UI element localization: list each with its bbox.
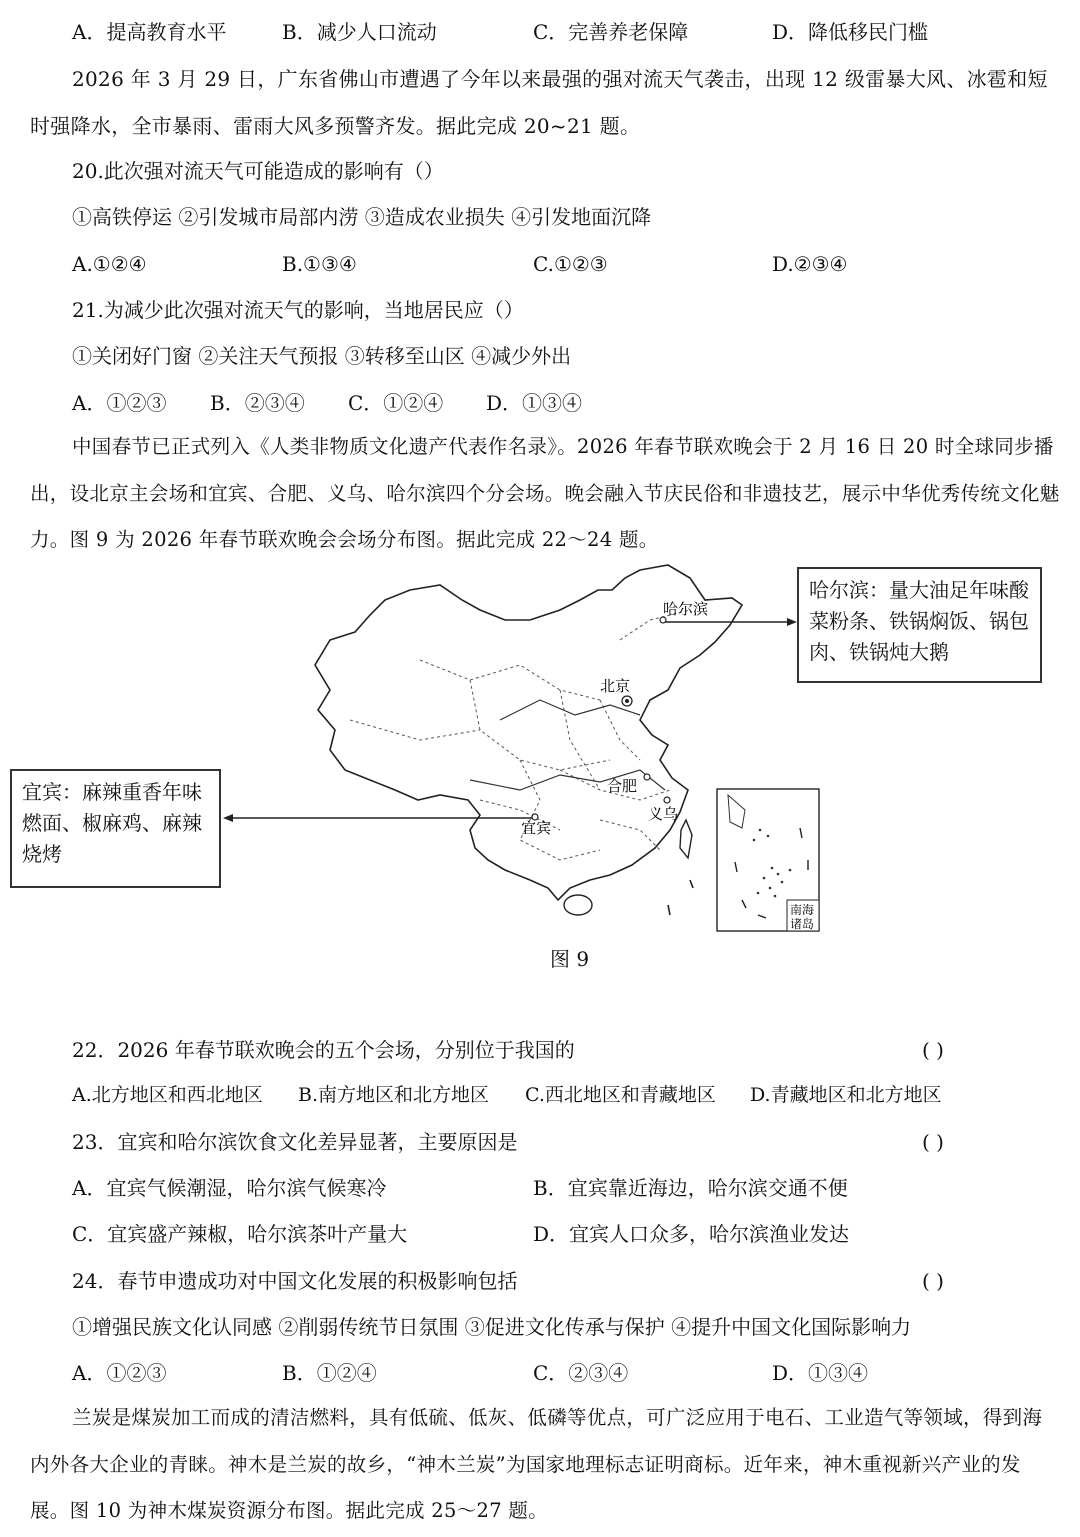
q22-option-a[interactable]: A.北方地区和西北地区 bbox=[72, 1084, 263, 1106]
q22-option-d[interactable]: D.青藏地区和北方地区 bbox=[750, 1084, 942, 1106]
q22-option-c[interactable]: C.西北地区和青藏地区 bbox=[525, 1084, 716, 1106]
q24-stem: 24．春节申遗成功对中国文化发展的积极影响包括 bbox=[72, 1269, 518, 1293]
taiwan bbox=[680, 820, 692, 858]
intro-22-24 bbox=[30, 424, 1060, 564]
city-yiwu[interactable] bbox=[648, 797, 678, 823]
q23-option-b[interactable]: B．宜宾靠近海边，哈尔滨交通不便 bbox=[533, 1176, 848, 1200]
q21-stem: 21.为减少此次强对流天气的影响，当地居民应（） bbox=[72, 298, 524, 322]
intro-22-24-text: 中国春节已正式列入《人类非物质文化遗产代表作名录》。2026 年春节联欢晚会于 2 月 16 日 20 时全球同步播出，设北京主会场和宜宾、合肥、义乌、哈尔滨四个分会场。晚会融入节庆民俗和非遗技艺，展示中华优秀传统文化魅力。图 9 为 2026 年春节联欢晚会会场分布图。据此完成 22～24 题。 bbox=[30, 435, 1060, 551]
q20-items: ①高铁停运 ②引发城市局部内涝 ③造成农业损失 ④引发地面沉降 bbox=[72, 205, 652, 229]
label-hefei: 合肥 bbox=[607, 777, 638, 795]
q19-option-d[interactable]: D．降低移民门槛 bbox=[772, 20, 929, 44]
q22-stem: 22．2026 年春节联欢晚会的五个会场，分别位于我国的 bbox=[72, 1038, 575, 1062]
q21-items: ①关闭好门窗 ②关注天气预报 ③转移至山区 ④减少外出 bbox=[72, 344, 572, 368]
q23-bracket[interactable]: ( ) bbox=[922, 1130, 944, 1154]
q24-option-b[interactable]: B．①②④ bbox=[282, 1361, 377, 1385]
q20-option-a[interactable]: A.①②④ bbox=[72, 252, 147, 276]
q19-option-c[interactable]: C．完善养老保障 bbox=[533, 20, 689, 44]
q19-option-a[interactable]: A．提高教育水平 bbox=[72, 20, 227, 44]
yibin-callout-text: 宜宾：麻辣重香年味燃面、椒麻鸡、麻辣烧烤 bbox=[22, 780, 202, 866]
province-boundaries bbox=[350, 610, 690, 860]
q23-option-d[interactable]: D．宜宾人口众多，哈尔滨渔业发达 bbox=[533, 1222, 850, 1246]
q24-option-a[interactable]: A．①②③ bbox=[72, 1361, 167, 1385]
intro-25-27-text: 兰炭是煤炭加工而成的清洁燃料，具有低硫、低灰、低磷等优点，可广泛应用于电石、工业造气等领域，得到海内外各大企业的青睐。神木是兰炭的故乡，“神木兰炭”为国家地理标志证明商标。近年来，神木重视新兴产业的发展。图 10 为神木煤炭资源分布图。据此完成 25～27 题。 bbox=[30, 1406, 1043, 1522]
label-yiwu: 义乌 bbox=[648, 805, 679, 823]
q20-option-d[interactable]: D.②③④ bbox=[772, 252, 848, 276]
q22-option-b[interactable]: B.南方地区和北方地区 bbox=[298, 1084, 490, 1106]
inset-label-2: 诸岛 bbox=[790, 917, 815, 931]
harbin-callout-box bbox=[797, 567, 1042, 683]
label-yibin: 宜宾 bbox=[521, 819, 552, 837]
q24-items: ①增强民族文化认同感 ②削弱传统节日氛围 ③促进文化传承与保护 ④提升中国文化国际影响力 bbox=[72, 1315, 912, 1339]
figure9-caption: 图 9 bbox=[550, 947, 590, 971]
south-china-sea-inset bbox=[717, 789, 819, 931]
hainan bbox=[564, 895, 592, 915]
label-beijing: 北京 bbox=[600, 677, 631, 695]
q21-option-b[interactable]: B．②③④ bbox=[210, 391, 305, 415]
intro-25-27 bbox=[30, 1395, 1060, 1535]
q24-option-d[interactable]: D．①③④ bbox=[772, 1361, 869, 1385]
q20-stem: 20.此次强对流天气可能造成的影响有（） bbox=[72, 159, 444, 183]
intro-20-21 bbox=[30, 56, 1060, 149]
q21-option-c[interactable]: C．①②④ bbox=[348, 391, 444, 415]
q22-bracket[interactable]: ( ) bbox=[922, 1038, 944, 1062]
q23-option-c[interactable]: C．宜宾盛产辣椒，哈尔滨茶叶产量大 bbox=[72, 1222, 408, 1246]
q23-option-a[interactable]: A．宜宾气候潮湿，哈尔滨气候寒冷 bbox=[72, 1176, 387, 1200]
city-hefei[interactable] bbox=[607, 774, 650, 795]
q23-stem: 23．宜宾和哈尔滨饮食文化差异显著，主要原因是 bbox=[72, 1130, 518, 1154]
harbin-callout-text: 哈尔滨：量大油足年味酸菜粉条、铁锅焖饭、锅包肉、铁锅炖大鹅 bbox=[809, 578, 1029, 664]
river-2 bbox=[500, 700, 640, 720]
q24-bracket[interactable]: ( ) bbox=[922, 1269, 944, 1293]
q20-option-c[interactable]: C.①②③ bbox=[533, 252, 608, 276]
arrow-yibin bbox=[223, 814, 532, 822]
q24-option-c[interactable]: C．②③④ bbox=[533, 1361, 629, 1385]
q21-option-a[interactable]: A．①②③ bbox=[72, 391, 167, 415]
inset-label-1: 南海 bbox=[790, 903, 815, 917]
q21-option-d[interactable]: D．①③④ bbox=[486, 391, 583, 415]
yibin-callout-box bbox=[10, 769, 221, 888]
q20-option-b[interactable]: B.①③④ bbox=[282, 252, 357, 276]
intro-20-21-text: 2026 年 3 月 29 日，广东省佛山市遭遇了今年以来最强的强对流天气袭击，出现 12 级雷暴大风、冰雹和短时强降水，全市暴雨、雷雨大风多预警齐发。据此完成 20~21 题。 bbox=[30, 67, 1048, 138]
city-harbin[interactable] bbox=[660, 600, 708, 623]
city-beijing[interactable] bbox=[600, 677, 632, 706]
label-harbin: 哈尔滨 bbox=[663, 600, 709, 618]
q19-option-b[interactable]: B．减少人口流动 bbox=[282, 20, 437, 44]
